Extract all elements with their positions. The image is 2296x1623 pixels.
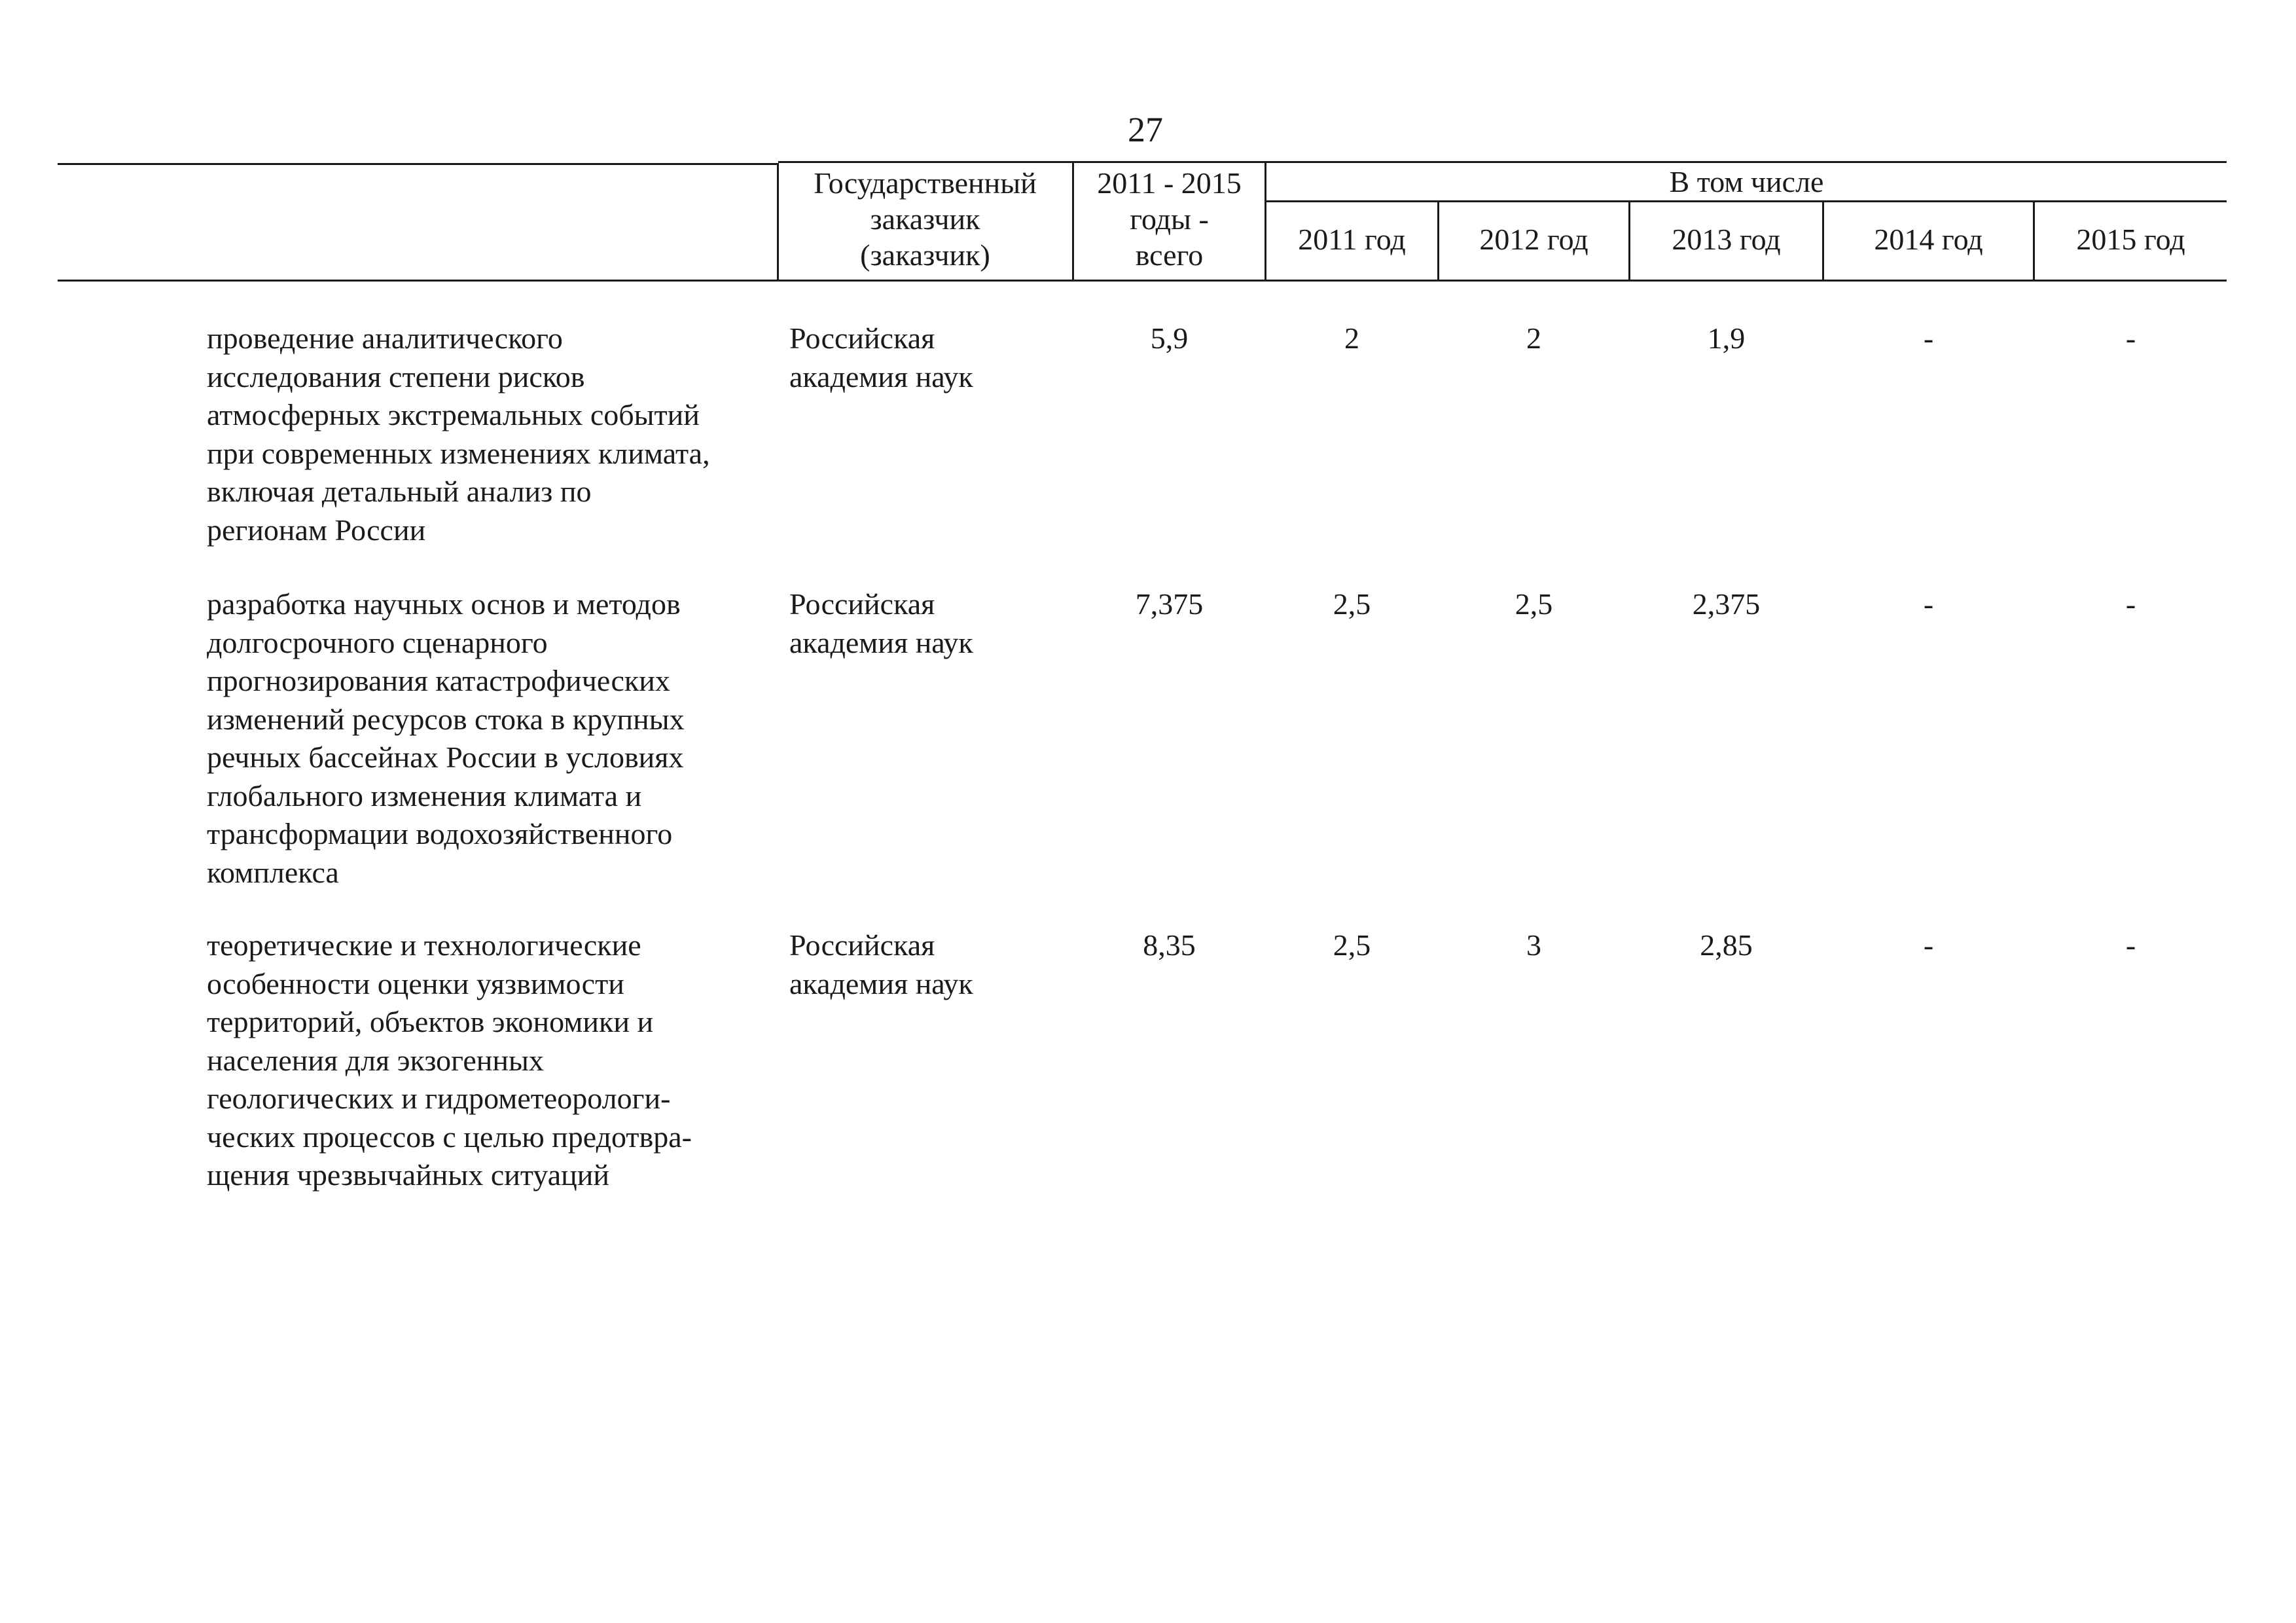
- header-total: [1074, 165, 1265, 273]
- description-line: особенности оценки уязвимости: [207, 966, 624, 1000]
- customer-line: академия наук: [789, 625, 973, 659]
- row-total: 8,35: [1143, 928, 1196, 962]
- header-total-line: годы -: [1130, 202, 1209, 236]
- row-value-2011: 2: [1344, 321, 1359, 355]
- header-year-2012: 2012 год: [1479, 223, 1588, 256]
- row-value-2013: 1,9: [1707, 321, 1746, 355]
- description-line: регионам России: [207, 513, 426, 547]
- description-line: теоретические и технологические: [207, 928, 641, 962]
- header-year-2013: 2013 год: [1672, 223, 1781, 256]
- description-line: территорий, объектов экономики и: [207, 1005, 654, 1038]
- description-line: включая детальный анализ по: [207, 475, 592, 508]
- row-value-2014: -: [1923, 321, 1934, 355]
- row-customer: [789, 585, 1064, 662]
- customer-line: Российская: [789, 587, 935, 621]
- row-description: [207, 585, 776, 892]
- row-value-2015: -: [2125, 321, 2136, 355]
- description-line: прогнозирования катастрофических: [207, 664, 670, 697]
- header-year-2015: 2015 год: [2076, 223, 2185, 256]
- header-year-2014: 2014 год: [1874, 223, 1983, 256]
- row-value-2011: 2,5: [1333, 928, 1371, 962]
- including-underline: [1266, 200, 2227, 202]
- row-value-2015: -: [2125, 928, 2136, 962]
- row-total: 7,375: [1135, 587, 1204, 621]
- customer-line: Российская: [789, 928, 935, 962]
- header-customer-line: Государственный: [814, 166, 1037, 200]
- row-value-2011: 2,5: [1333, 587, 1371, 621]
- description-line: при современных изменениях климата,: [207, 436, 710, 470]
- description-line: разработка научных основ и методов: [207, 587, 681, 621]
- row-value-2013: 2,375: [1692, 587, 1761, 621]
- header-top-rule: [58, 163, 778, 165]
- description-line: речных бассейнах России в условиях: [207, 740, 684, 774]
- row-value-2014: -: [1923, 928, 1934, 962]
- description-line: долгосрочного сценарного: [207, 625, 548, 659]
- row-value-2013: 2,85: [1700, 928, 1753, 962]
- row-total: 5,9: [1150, 321, 1189, 355]
- header-total-line: 2011 - 2015: [1097, 166, 1242, 200]
- row-value-2012: 3: [1526, 928, 1541, 962]
- header-bottom-rule: [58, 280, 2227, 282]
- customer-line: академия наук: [789, 966, 973, 1000]
- row-value-2012: 2,5: [1515, 587, 1553, 621]
- description-line: атмосферных экстремальных событий: [207, 398, 700, 431]
- header-year-2011: 2011 год: [1298, 223, 1406, 256]
- row-customer: [789, 926, 1064, 1003]
- description-line: изменений ресурсов стока в крупных: [207, 702, 685, 736]
- row-value-2014: -: [1923, 587, 1934, 621]
- header-top-rule-right: [778, 161, 2227, 163]
- row-description: [207, 319, 776, 549]
- row-value-2015: -: [2125, 587, 2136, 621]
- row-description: [207, 926, 776, 1195]
- customer-line: академия наук: [789, 359, 973, 393]
- header-customer-line: (заказчик): [860, 238, 990, 272]
- description-line: комплекса: [207, 855, 339, 889]
- header-total-line: всего: [1135, 238, 1204, 272]
- description-line: геологических и гидрометеорологи-: [207, 1082, 671, 1115]
- header-including: В том числе: [1669, 165, 1824, 198]
- header-customer-line: заказчик: [870, 202, 980, 236]
- description-line: глобального изменения климата и: [207, 778, 642, 812]
- description-line: щения чрезвычайных ситуаций: [207, 1158, 610, 1192]
- customer-line: Российская: [789, 321, 935, 355]
- description-line: трансформации водохозяйственного: [207, 817, 673, 850]
- description-line: проведение аналитического: [207, 321, 563, 355]
- description-line: исследования степени рисков: [207, 359, 585, 393]
- description-line: населения для экзогенных: [207, 1043, 544, 1077]
- description-line: ческих процессов с целью предотвра-: [207, 1120, 692, 1154]
- header-customer: [778, 165, 1072, 273]
- row-customer: [789, 319, 1064, 396]
- page-number: 27: [1128, 110, 1163, 149]
- row-value-2012: 2: [1526, 321, 1541, 355]
